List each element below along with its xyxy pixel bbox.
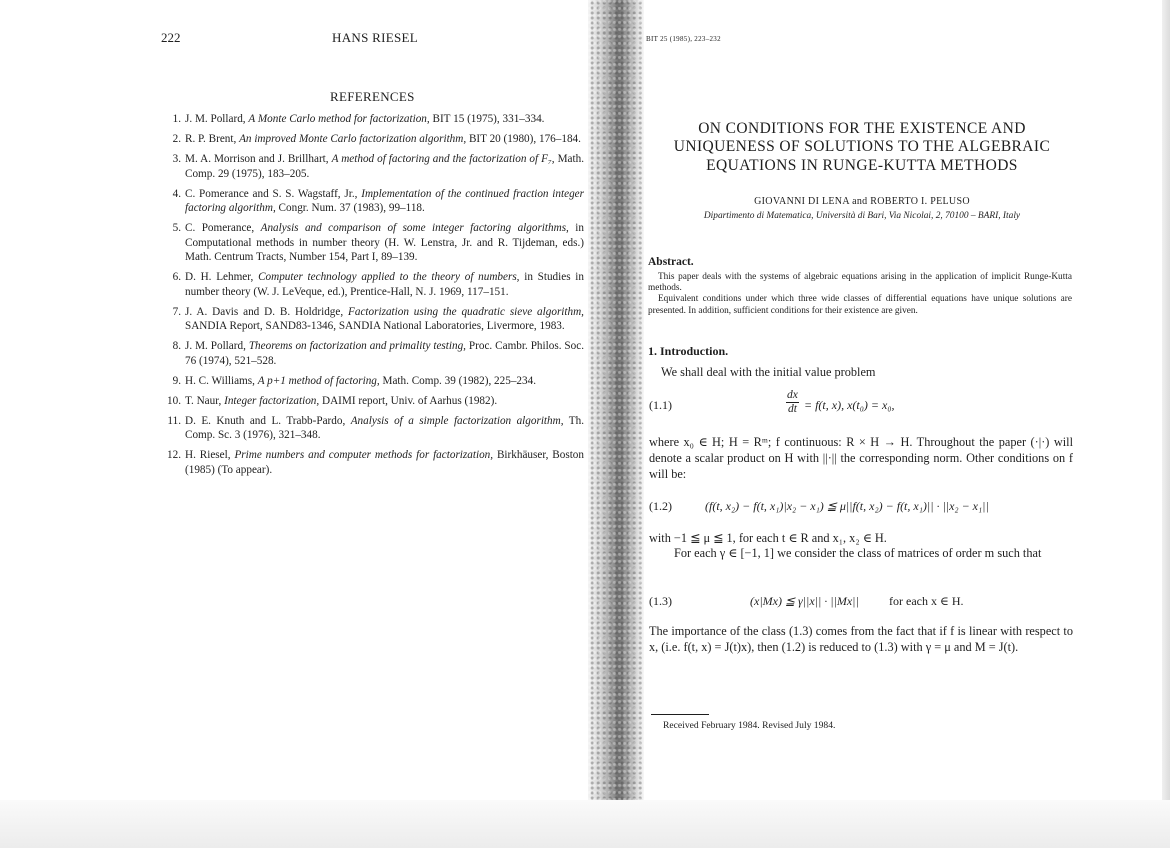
reference-text [185, 374, 584, 389]
reference-authors: D. E. Knuth and L. Trabb-Pardo, [185, 414, 351, 427]
reference-title: Analysis of a simple factorization algorithm, [350, 414, 564, 427]
reference-number: 3. [172, 153, 181, 165]
reference-number: 7. [172, 305, 181, 318]
reference-title: Factorization using the quadratic sieve algorithm, [348, 305, 584, 318]
journal-header: BIT 25 (1985), 223–232 [646, 35, 721, 43]
reference-source: Math. Comp. 39 (1982), 225–234. [379, 374, 537, 387]
reference-source: Proc. Cambr. Philos. Soc. 76 (1974), 521–528. [185, 340, 584, 367]
reference-item [162, 152, 584, 181]
reference-item [162, 394, 584, 409]
abstract-body [648, 272, 1072, 317]
reference-number: 1. [172, 113, 181, 125]
reference-authors: D. H. Lehmer, [185, 271, 259, 283]
reference-title: Implementation of the continued fraction integer factoring algorithm, [185, 187, 584, 214]
equation-1-3: (x|Mx) ≦ γ||x|| · ||Mx|| [750, 594, 859, 608]
footnote: Received February 1984. Revised July 1984. [663, 720, 836, 731]
reference-text [185, 270, 584, 299]
reference-list [162, 112, 584, 483]
reference-text [185, 414, 584, 443]
reference-number: 8. [172, 340, 181, 352]
reference-text [185, 221, 584, 265]
reference-title: Theorems on factorization and primality testing, [248, 340, 466, 352]
page-number: 222 [161, 30, 181, 45]
reference-text [185, 187, 584, 216]
reference-number: 12. [167, 449, 181, 461]
equation-number: (1.2) [649, 499, 672, 513]
reference-title: A method of factoring and the factorization of F₇, [331, 153, 555, 165]
reference-authors: J. A. Davis and D. B. Holdridge, [185, 305, 349, 318]
reference-item [162, 187, 584, 216]
paragraph: with −1 ≦ μ ≦ 1, for each t ∈ R and x₁, x₂ ∈ H. [649, 531, 887, 545]
title-line: EQUATIONS IN RUNGE-KUTTA METHODS [706, 156, 1018, 174]
equation-1-2: (f(t, x₂) − f(t, x₁)|x₂ − x₁) ≦ μ||f(t, x₂) − f(t, x₁)|| · ||x₂ − x₁|| [705, 499, 989, 513]
reference-source: Th. Comp. Sc. 3 (1976), 321–348. [185, 414, 584, 441]
reference-authors: M. A. Morrison and J. Brillhart, [185, 153, 332, 165]
paragraph: where x₀ ∈ H; H = Rᵐ; f continuous: R × H → H. Throughout the paper (·|·) will denote a scalar product on H with ||·|| the corresponding norm. Other conditions on f will be: [649, 435, 1073, 481]
reference-authors: C. Pomerance, [185, 222, 261, 234]
reference-number: 11. [167, 414, 181, 427]
reference-source: BIT 15 (1975), 331–334. [429, 113, 545, 125]
reference-number: 5. [172, 222, 181, 234]
paper-title [650, 120, 1074, 175]
reference-text [185, 394, 584, 409]
abstract-paragraph: This paper deals with the systems of algebraic equations arising in the application of implicit Runge-Kutta methods. [648, 272, 1072, 294]
page-edge [1162, 0, 1170, 800]
scan-background [0, 800, 1170, 848]
footnote-rule [651, 714, 709, 715]
reference-authors: R. P. Brent, [185, 133, 240, 145]
title-line: UNIQUENESS OF SOLUTIONS TO THE ALGEBRAIC [673, 138, 1051, 156]
reference-text [185, 448, 584, 477]
reference-number: 4. [172, 187, 181, 200]
reference-text [185, 152, 584, 181]
equation-1-1: = f(t, x), x(t₀) = x₀, [804, 398, 895, 412]
reference-title: Prime numbers and computer methods for factorization, [234, 449, 494, 461]
reference-title: Computer technology applied to the theory of numbers, [258, 271, 520, 283]
reference-title: Integer factorization, [224, 394, 320, 407]
reference-item [162, 112, 584, 127]
reference-number: 6. [172, 271, 181, 283]
fraction-numerator: dx [787, 389, 798, 401]
reference-authors: J. M. Pollard, [185, 113, 249, 125]
reference-item [162, 374, 584, 389]
reference-item [162, 305, 584, 334]
reference-source: Congr. Num. 37 (1983), 99–118. [275, 202, 425, 214]
section-heading: 1. Introduction. [648, 344, 729, 358]
reference-authors: T. Naur, [185, 394, 225, 407]
equation-number: (1.1) [649, 398, 672, 412]
book-gutter-shadow [588, 0, 644, 800]
reference-title: An improved Monte Carlo factorization algorithm, [239, 133, 467, 145]
reference-source: DAIMI report, Univ. of Aarhus (1982). [319, 394, 498, 407]
running-head: HANS RIESEL [332, 30, 418, 45]
reference-text [185, 112, 584, 127]
intro-line: We shall deal with the initial value problem [661, 365, 876, 379]
reference-item [162, 414, 584, 443]
reference-source: Math. Comp. 29 (1975), 183–205. [185, 153, 585, 180]
reference-item [162, 270, 584, 299]
paragraph: For each γ ∈ [−1, 1] we consider the class of matrices of order m such that [674, 546, 1042, 560]
fraction-denominator: dt [787, 403, 797, 415]
title-line: ON CONDITIONS FOR THE EXISTENCE AND [698, 120, 1026, 137]
reference-text [185, 339, 584, 368]
reference-source: BIT 20 (1980), 176–184. [466, 133, 581, 145]
reference-authors: J. M. Pollard, [185, 340, 249, 352]
reference-source: SANDIA Report, SAND83-1346, SANDIA National Laboratories, Livermore, 1983. [185, 320, 565, 332]
reference-source: Birkhäuser, Boston (1985) (To appear). [185, 449, 584, 476]
reference-item [162, 132, 584, 147]
reference-number: 9. [172, 374, 181, 387]
reference-authors: H. C. Williams, [185, 374, 258, 387]
paper-authors: GIOVANNI DI LENA and ROBERTO I. PELUSO [754, 196, 970, 207]
abstract-paragraph: Equivalent conditions under which three wide classes of differential equations have unique solutions are presented. In addition, sufficient conditions for their existence are given. [648, 294, 1072, 316]
reference-title: A Monte Carlo method for factorization, [248, 113, 430, 125]
references-heading: REFERENCES [330, 89, 415, 104]
reference-number: 2. [172, 133, 181, 145]
reference-text [185, 305, 584, 334]
reference-source: in Studies in number theory (W. J. LeVeque, ed.), Prentice-Hall, N. J. 1969, 117–151. [185, 271, 584, 298]
reference-authors: C. Pomerance and S. S. Wagstaff, Jr., [185, 187, 362, 200]
equation-1-3-condition: for each x ∈ H. [889, 594, 964, 608]
paragraph: The importance of the class (1.3) comes from the fact that if f is linear with respect to x, (i.e. f(t, x) = J(t)x), then (1.2) is reduced to (1.3) with γ = μ and M = J(t). [649, 624, 1073, 654]
reference-title: A p+1 method of factoring, [257, 374, 380, 387]
reference-item [162, 221, 584, 265]
reference-number: 10. [167, 394, 181, 407]
reference-item [162, 339, 584, 368]
derivative-fraction [786, 389, 799, 416]
reference-title: Analysis and comparison of some integer factoring algorithms, [260, 222, 569, 234]
equation-number: (1.3) [649, 594, 672, 608]
abstract-heading: Abstract. [648, 256, 694, 268]
author-affiliation: Dipartimento di Matematica, Università di Bari, Via Nicolai, 2, 70100 – BARI, Italy [703, 211, 1021, 221]
reference-authors: H. Riesel, [185, 449, 235, 461]
reference-source: in Computational methods in number theory (H. W. Lenstra, Jr. and R. Tijdeman, eds.) Math. Centrum Tracts, Number 154, Part I, 89–139. [185, 222, 584, 263]
reference-text [185, 132, 584, 147]
reference-item [162, 448, 584, 477]
